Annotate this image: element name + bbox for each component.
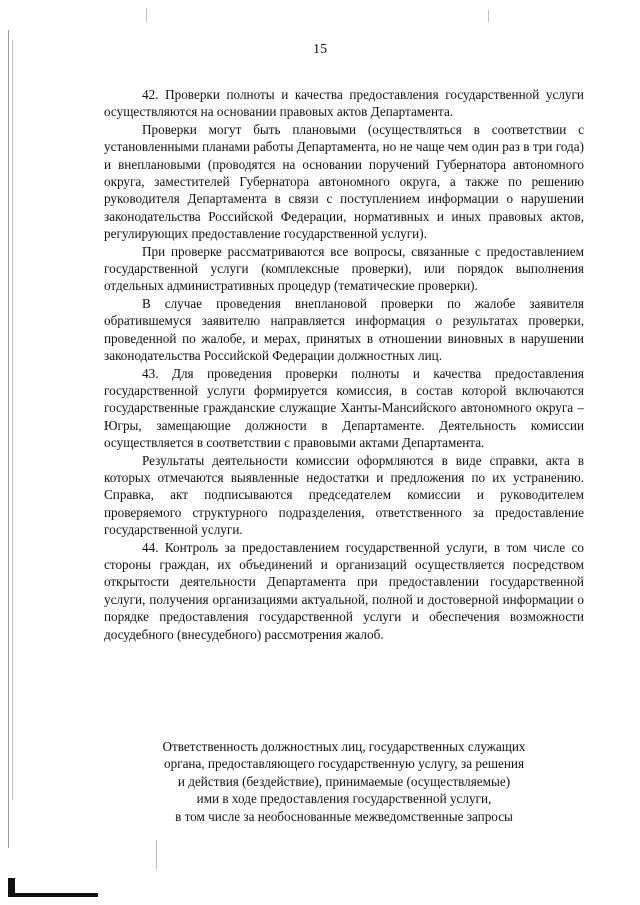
scan-edge-line: [8, 30, 9, 848]
scan-artifact-tick: [156, 840, 157, 870]
scan-artifact-tick: [488, 10, 489, 22]
paragraph-43: 43. Для проведения проверки полноты и качества предоставления государственной услуги формируется комиссия, в состав которой включаются государственные гражданские служащие Ханты-Мансийского автономного округа – Югры, замещающие должности в Департаменте. Деятельность комиссии осуществляется в соответствии с правовыми актами Департамента.: [104, 365, 584, 451]
section-heading-line: Ответственность должностных лиц, государственных служащих: [162, 739, 526, 754]
paragraph-42: 42. Проверки полноты и качества предоставления государственной услуги осуществляются на основании правовых актов Департамента.: [104, 87, 584, 120]
section-heading-line: в том числе за необоснованные межведомственные запросы: [175, 808, 513, 824]
page-number: 15: [313, 42, 327, 57]
paragraph-inspection-scope: При проверке рассматриваются все вопросы, связанные с предоставлением государственной услуги (комплексные проверки), или порядок выполнения отдельных административных процедур (тематические проверки).: [104, 243, 584, 294]
section-heading-line: ими в ходе предоставления государственной услуги,: [196, 791, 492, 807]
paragraph-inspection-types: Проверки могут быть плановыми (осуществляться в соответствии с установленными планами работы Департамента, но не чаще чем один раз в три года) и внеплановыми (проводятся на основании поручений Губернатора автономного округа, заместителей Губернатора автономного округа, а также по решению руководителя Департамента в связи с поступлением информации о нарушении законодательства Российской Федерации, нормативных и иных правовых актов, регулирующих предоставление государственной услуги).: [104, 121, 584, 242]
section-heading: [104, 738, 584, 825]
section-heading-line: и действия (бездействие), принимаемые (осуществляемые): [177, 773, 511, 789]
scan-bottom-bar: [8, 893, 98, 897]
paragraph-complaint-inspection: В случае проведения внеплановой проверки по жалобе заявителя обратившемуся заявителю направляется информация о результатах проверки, проведенной по жалобе, и мерах, принятых в отношении виновных в нарушении законодательства Российской Федерации должностных лиц.: [104, 295, 584, 364]
paragraph-44: 44. Контроль за предоставлением государственной услуги, в том числе со стороны граждан, их объединений и организаций осуществляется посредством открытости деятельности Департамента при предоставлении государственной услуги, получения организациями актуальной, полной и достоверной информации о порядке предоставления государственной услуги и обеспечения возможности досудебного (внесудебного) рассмотрения жалоб.: [104, 539, 584, 642]
scan-artifact-tick: [146, 8, 147, 22]
section-heading-line: органа, предоставляющего государственную услугу, за решения: [163, 756, 525, 772]
scan-edge-line-faint: [12, 40, 13, 800]
paragraph-commission-results: Результаты деятельности комиссии оформляются в виде справки, акта в которых отмечаются выявленные недостатки и предложения по их устранению. Справка, акт подписываются председателем комиссии и руководителем проверяемого структурного подразделения, ответственного за предоставление государственной услуги.: [104, 452, 584, 538]
body-text: [104, 86, 584, 643]
